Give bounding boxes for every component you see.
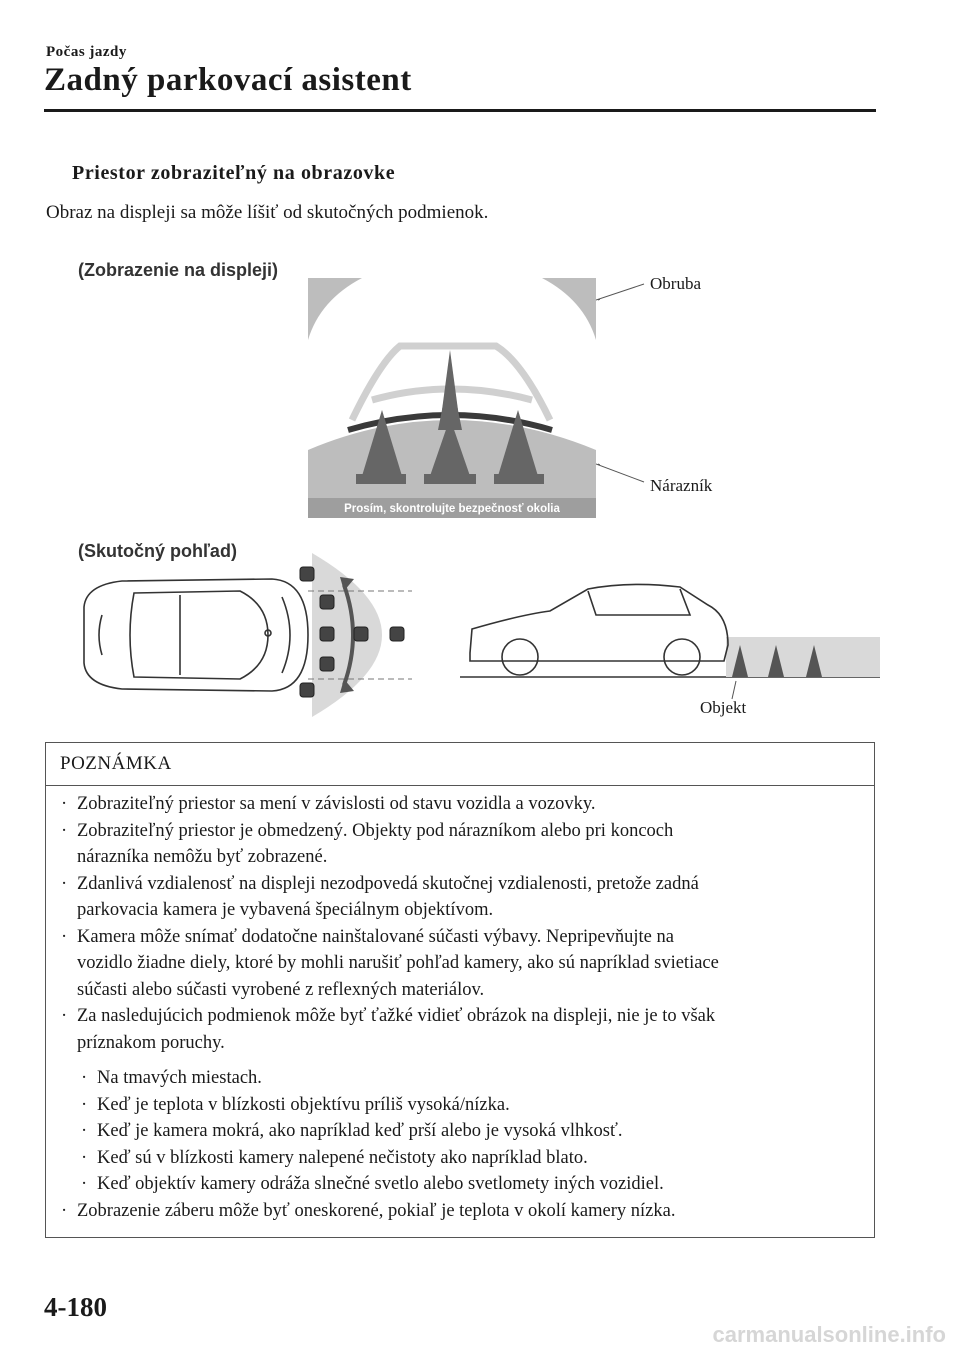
note-line: Zobraziteľný priestor je obmedzený. Objekty pod nárazníkom alebo pri koncoch	[77, 820, 674, 841]
note-sub-item	[78, 1092, 864, 1119]
display-view-label: (Zobrazenie na displeji)	[78, 260, 279, 280]
actual-view-label: (Skutočný pohľad)	[78, 541, 237, 561]
note-list	[58, 791, 864, 1224]
bullet-dot: ·	[61, 926, 68, 947]
bullet-dot: ·	[61, 1006, 68, 1026]
note-sub-item	[78, 1065, 864, 1092]
section-label: Počas jazdy	[46, 44, 127, 60]
title-rule	[44, 109, 876, 112]
page-number: 4-180	[44, 1292, 107, 1322]
note-line: vozidlo žiadne diely, ktoré by mohli narušiť pohľad kamery, ako sú napríklad svietiace	[77, 953, 719, 973]
top-view-illustration	[72, 545, 432, 725]
note-sub-item	[78, 1118, 864, 1145]
note-line: Zobraziteľný priestor sa mení v závislosti od stavu vozidla a vozovky.	[77, 794, 596, 814]
note-item	[58, 1198, 864, 1225]
note-line: Za nasledujúcich podmienok môže byť ťažké vidieť obrázok na displeji, nie je to však	[77, 1006, 716, 1026]
note-line: nárazníka nemôžu byť zobrazené.	[77, 847, 328, 867]
note-line: parkovacia kamera je vybavená špeciálnym objektívom.	[77, 900, 494, 920]
note-sub-item	[78, 1171, 864, 1198]
callout-bumper: Nárazník	[650, 476, 713, 495]
car-top-view	[84, 579, 308, 691]
bullet-dot: ·	[81, 1094, 88, 1115]
note-sub-line: Keď sú v blízkosti kamery nalepené nečistoty ako napríklad blato.	[97, 1147, 588, 1168]
subheading: Priestor zobraziteľný na obrazovke	[72, 162, 396, 184]
bullet-dot: ·	[61, 794, 68, 814]
screen-banner: Prosím, skontrolujte bezpečnosť okolia	[344, 503, 560, 515]
callout-leaders	[596, 280, 646, 490]
note-sub-list	[78, 1065, 864, 1198]
note-sub-item	[78, 1145, 864, 1172]
note-item	[58, 1003, 864, 1056]
note-sub-line: Keď objektív kamery odráža slnečné svetlo alebo svetlomety iných vozidiel.	[97, 1174, 664, 1194]
note-line: príznakom poruchy.	[77, 1032, 225, 1053]
note-item	[58, 924, 864, 1004]
object-zone-shading	[726, 637, 880, 677]
car-side-view	[470, 584, 728, 675]
note-line: súčasti alebo súčasti vyrobené z reflexných materiálov.	[77, 979, 485, 1000]
page-title: Zadný parkovací asistent	[44, 62, 412, 98]
intro-text: Obraz na displeji sa môže líšiť od skutočných podmienok.	[46, 202, 489, 223]
note-box	[45, 742, 875, 1238]
watermark: carmanualsonline.info	[712, 1322, 946, 1347]
bullet-dot: ·	[61, 1200, 68, 1221]
note-header	[46, 743, 874, 786]
camera-display-illustration	[300, 270, 600, 520]
note-sub-line: Na tmavých miestach.	[97, 1068, 262, 1088]
note-line: Zobrazenie záberu môže byť oneskorené, pokiaľ je teplota v okolí kamery nízka.	[77, 1200, 676, 1221]
bullet-dot: ·	[81, 1174, 88, 1194]
note-item	[58, 791, 864, 818]
side-view-illustration	[460, 575, 880, 715]
bullet-dot: ·	[61, 820, 68, 841]
note-sub-line: Keď je kamera mokrá, ako napríklad keď prší alebo je vysoká vlhkosť.	[97, 1121, 623, 1141]
bullet-dot: ·	[81, 1068, 88, 1088]
bullet-dot: ·	[81, 1121, 88, 1141]
note-title: POZNÁMKA	[60, 753, 172, 774]
note-line: Kamera môže snímať dodatočne nainštalované súčasti výbavy. Nepripevňujte na	[77, 926, 674, 947]
note-item	[58, 871, 864, 924]
note-item	[58, 818, 864, 871]
callout-object: Objekt	[700, 698, 747, 717]
note-sub-line: Keď je teplota v blízkosti objektívu príliš vysoká/nízka.	[97, 1094, 510, 1115]
note-line: Zdanlivá vzdialenosť na displeji nezodpovedá skutočnej vzdialenosti, pretože zadná	[77, 873, 699, 894]
bullet-dot: ·	[61, 873, 68, 894]
callout-curb: Obruba	[650, 274, 701, 293]
bullet-dot: ·	[81, 1147, 88, 1168]
